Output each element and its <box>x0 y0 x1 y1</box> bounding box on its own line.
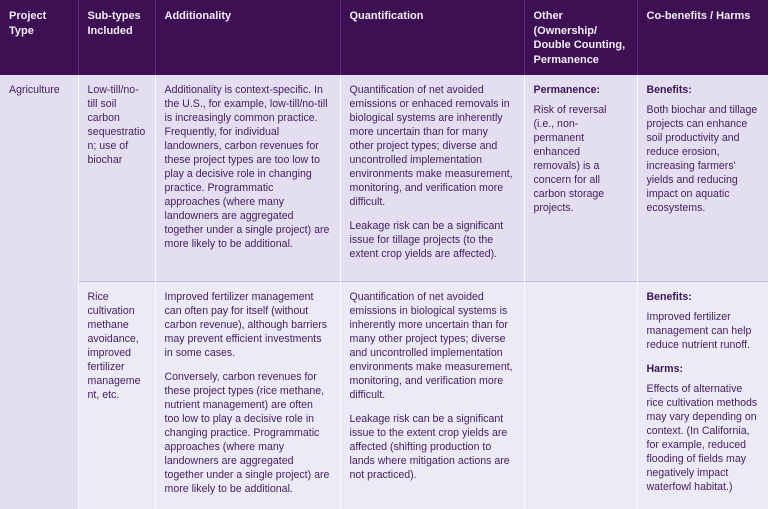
cell-co-benefits <box>637 281 768 509</box>
quantification-paragraph: Quantification of net avoided emissions in biological systems is inherently more uncertain than for many other project types; diverse and uncontrolled implementation environments make measurement, monitoring, and verification more difficult. <box>349 290 513 401</box>
header-cell-other: Other (Ownership/ Double Counting, Permanence <box>524 0 637 75</box>
quantification-paragraph: Quantification of net avoided emissions or enhaced removals in biological systems are inherently more uncertain than for many other project types; diverse and uncontrolled implementation environments make measurement, monitoring, and verification more difficult. <box>349 84 513 208</box>
cell-quantification <box>340 281 524 509</box>
cell-quantification <box>340 75 524 281</box>
benefits-paragraph: Improved fertilizer management can help reduce nutrient runoff. <box>646 310 752 351</box>
permanence-paragraph: Risk of reversal (i.e., non-permanent enhanced removals) is a concern for all carbon storage projects. <box>533 104 607 214</box>
header-cell-sub-types: Sub-types Included <box>78 0 155 75</box>
header-row <box>0 0 768 75</box>
quantification-paragraph: Leakage risk can be a significant issue for tillage projects (to the extent crop yields are affected). <box>349 220 504 260</box>
cell-co-benefits <box>637 75 768 281</box>
quantification-paragraph: Leakage risk can be a significant issue to the extent crop yields are affected (shifting production to lands where mitigation actions are not practiced). <box>349 412 510 481</box>
cell-sub-types: Low-till/no-till soil carbon sequestration; use of biochar <box>78 75 155 281</box>
benefits-paragraph: Both biochar and tillage projects can enhance soil productivity and reduce erosion, increasing farmers' yields and reducing impact on aquatic ecosystems. <box>646 104 758 214</box>
additionality-paragraph: Conversely, carbon revenues for these project types (rice methane, nutrient management) are often too low to play a decisive role in changing practice. Programmatic approaches (where many landowners are aggregated together under a single project) are more likely to be additional. <box>164 370 330 495</box>
cell-project-type: Agriculture <box>0 75 78 509</box>
permanence-heading: Permanence: <box>533 84 601 96</box>
benefits-heading: Benefits: <box>646 290 692 303</box>
cell-additionality <box>155 75 340 281</box>
harms-heading: Harms: <box>646 362 684 375</box>
header-cell-project-type: Project Type <box>0 0 78 75</box>
header-cell-quantification: Quantification <box>340 0 524 75</box>
additionality-paragraph: Additionality is context-specific. In the U.S., for example, low-till/no-till is increasingly common practice. Frequently, for individual landowners, carbon revenues for these project types are too low to play a decisive role in changing practice. Programmatic approaches (where many landowners are aggregated together under a single project) are more likely to be additional. <box>164 84 330 250</box>
cell-sub-types: Rice cultivation methane avoidance, improved fertilizer management, etc. <box>78 281 155 509</box>
cell-additionality <box>155 281 340 509</box>
table-row-agriculture-1 <box>0 75 768 281</box>
cell-other <box>524 75 637 281</box>
harms-paragraph: Effects of alternative rice cultivation methods may vary depending on context. (In California, for example, reduced flooding of fields may negatively impact waterfowl habitat.) <box>646 382 758 493</box>
header-cell-additionality: Additionality <box>155 0 340 75</box>
table-row-agriculture-2 <box>0 281 768 509</box>
additionality-paragraph: Improved fertilizer management can often pay for itself (without carbon revenue), although barriers may prevent efficient investments in some cases. <box>164 290 328 359</box>
cell-other-empty <box>524 281 637 509</box>
header-cell-co-benefits: Co-benefits / Harms <box>637 0 768 75</box>
benefits-heading: Benefits: <box>646 84 692 96</box>
